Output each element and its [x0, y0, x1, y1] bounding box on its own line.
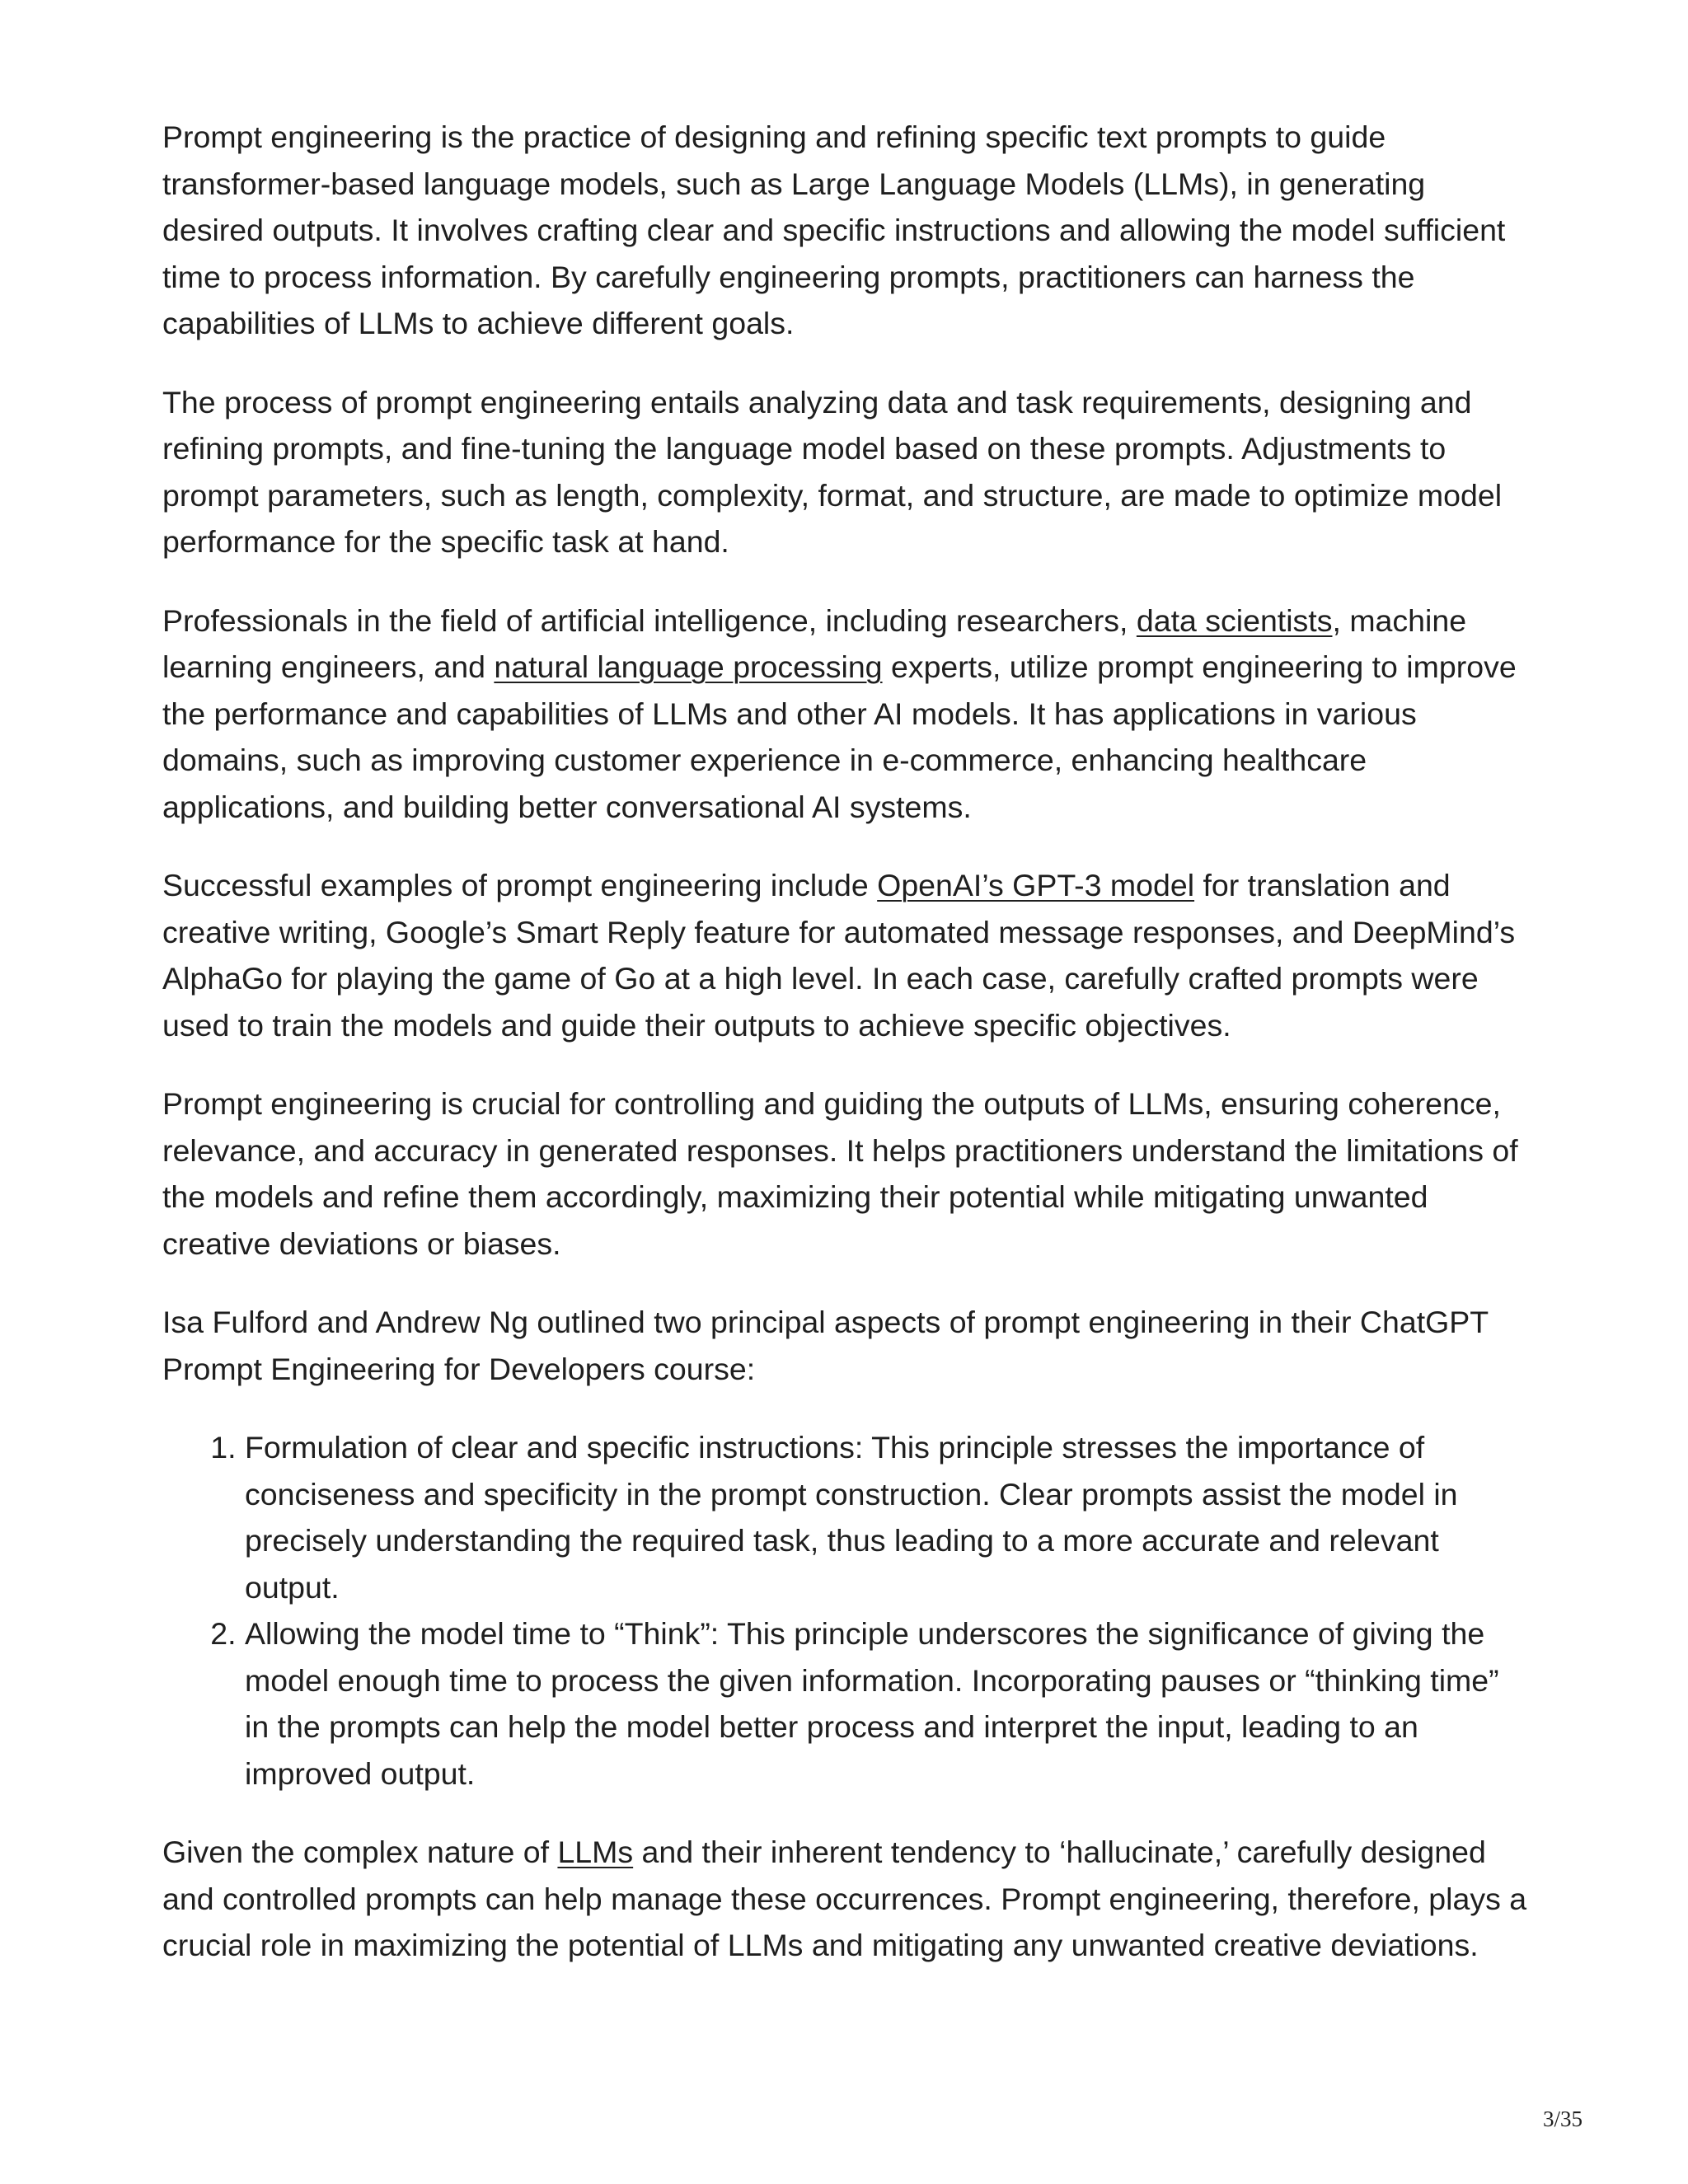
list-item-time-to-think: 2. Allowing the model time to “Think”: This principle underscores the significance of giving the model enough time to process the given information. Incorporating pauses or “thinking time” in the prompts can help the model better process and interpret the input, leading to an improved output. [245, 1610, 1531, 1797]
link-natural-language-processing[interactable]: natural language processing [494, 649, 883, 684]
link-data-scientists[interactable]: data scientists [1136, 602, 1333, 638]
principles-list [162, 1424, 1531, 1797]
link-openai-gpt3[interactable]: OpenAI’s GPT-3 model [877, 868, 1195, 902]
page-number: 3/35 [1542, 2107, 1582, 2131]
paragraph-text: and their inherent tendency to ‘hallucinate,’ carefully designed and controlled prompts can help manage these occurrences. Prompt engineering, therefore, plays a crucial role in maximizing the potential of LLMs and mitigating any unwanted creative deviations. [162, 1835, 1527, 1962]
paragraph-text: for translation and creative writing, Google’s Smart Reply feature for automated message responses, and DeepMind’s AlphaGo for playing the game of Go at a high level. In each case, carefully crafted prompts were used to train the models and guide their outputs to achieve specific objectives. [162, 868, 1516, 1043]
paragraph-examples [162, 862, 1531, 1048]
link-llms[interactable]: LLMs [557, 1835, 634, 1869]
paragraph-text: Successful examples of prompt engineering include [162, 868, 878, 902]
article-body [162, 114, 1531, 2001]
paragraph-text: Professionals in the field of artificial intelligence, including researchers, [162, 602, 1137, 638]
paragraph-importance: Prompt engineering is crucial for controlling and guiding the outputs of LLMs, ensuring coherence, relevance, and accuracy in generated responses. It helps practitioners understand the limitations of the models and refine them accordingly, maximizing their potential while mitigating unwanted creative deviations or biases. [162, 1086, 1518, 1261]
paragraph-text: Given the complex nature of [162, 1835, 558, 1869]
list-item-clear-instructions: 1. Formulation of clear and specific instructions: This principle stresses the importance of conciseness and specificity in the prompt construction. Clear prompts assist the model in precisely understanding the required task, thus leading to a more accurate and relevant output. [245, 1424, 1531, 1610]
paragraph-text: experts, utilize prompt engineering to improve the performance and capabilities of LLMs and other AI models. It has applications in various domains, such as improving customer experience in e-commerce, enhancing healthcare applications, and building better conversational AI systems. [162, 649, 1517, 824]
paragraph-principles-intro: Isa Fulford and Andrew Ng outlined two principal aspects of prompt engineering in their ChatGPT Prompt Engineering for Developers course: [162, 1305, 1489, 1386]
paragraph-text: , machine learning engineers, and [162, 602, 1467, 684]
paragraph-professionals [162, 598, 1531, 831]
paragraph-definition: Prompt engineering is the practice of designing and refining specific text prompts to guide transformer-based language models, such as Large Language Models (LLMs), in generating desired outputs. It involves crafting clear and specific instructions and allowing the model sufficient time to process information. By carefully engineering prompts, practitioners can harness the capabilities of LLMs to achieve different goals. [162, 120, 1506, 340]
paragraph-conclusion [162, 1829, 1531, 1969]
paragraph-process: The process of prompt engineering entails analyzing data and task requirements, designing and refining prompts, and fine-tuning the language model based on these prompts. Adjustments to prompt parameters, such as length, complexity, format, and structure, are made to optimize model performance for the specific task at hand. [162, 384, 1503, 559]
